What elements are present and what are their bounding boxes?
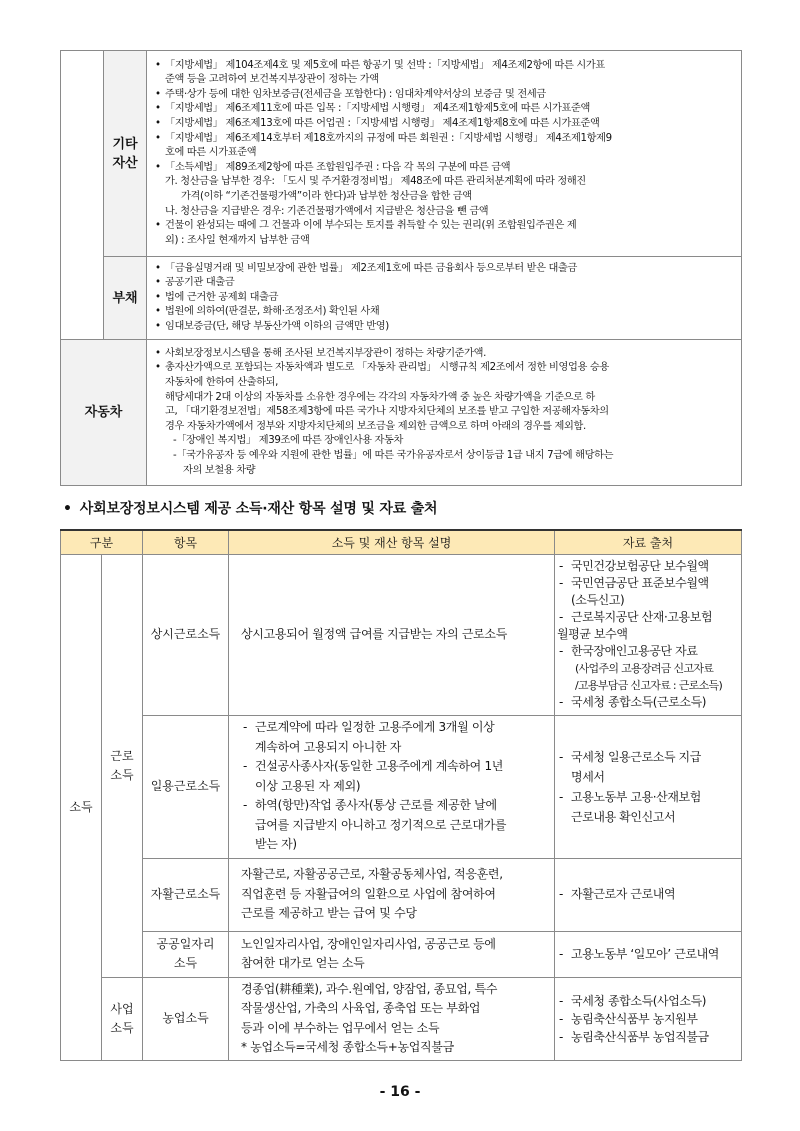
item-selfsupport: 자활근로소득 xyxy=(143,858,229,931)
source-selfsupport: - 자활근로자 근로내역 xyxy=(555,858,742,931)
car-body: • 사회보장정보시스템을 통해 조사된 보건복지부장관이 정하는 차량기준가액. • 총자산가액으로 포함되는 자동차액과 별도로 「자동차 관리법」 시행규칙 제2조에서 정한 비영업용 승용 자동차에 한하여 산출하되, 해당세대가 2대 이상의 자동차를 소유한 경우에는 각각의 자동차가액 중 높은 차량가액을 기준으로 하 고, 「대기환경보전법」제58조제3항에 따른 국가나 지방자치단체의 보조를 받고 구입한 저공해자동차의 경우 자동차가액에서 정부와 지방자치단체의 보조금을 제외한 금액으로 하며 아래의 경우를 제외함. -「장애인 복지법」 제39조에 따른 장애인사용 자동차 -「국가유공자 등 예우와 지원에 관한 법률」에 따른 국가유공자로서 상이등급 1급 내지 7급에 해당하는 자의 보철용 차량 xyxy=(147,340,742,486)
other-assets-body: • 「지방세법」 제104조제4호 및 제5호에 따른 항공기 및 선박 :「지방세법」 제4조제2항에 따른 시가표 준액 등을 고려하여 보건복지부장관이 정하는 가액 • 주택·상가 등에 대한 임차보증금(전세금을 포함한다) : 임대차계약서상의 보증금 및 전세금 • 「지방세법」 제6조제11호에 따른 입목 :「지방세법 시행령」 제4조제1항제5호에 따른 시가표준액 • 「지방세법」 제6조제13호에 따른 어업권 :「지방세법 시행령」 제4조제1항제8호에 따른 시가표준액 • 「지방세법」 제6조제14호부터 제18호까지의 규정에 따른 회원권 :「지방세법 시행령」 제4조제1항제9 호에 따른 시가표준액 • 「소득세법」 제89조제2항에 따른 조합원입주권 : 다음 각 목의 구분에 따른 금액 가. 청산금을 납부한 경우: 「도시 및 주거환경정비법」 제48조에 따른 관리처분계획에 따라 정해진 가격(이하 “기존건물평가액”이라 한다)과 납부한 청산금을 합한 금액 나. 청산금을 지급받은 경우: 기존건물평가액에서 지급받은 청산금을 뺀 금액 • 건물이 완성되는 때에 그 건물과 이에 부수되는 토지를 취득할 수 있는 권리(위 조합원입주권은 제 외) : 조사일 현재까지 납부한 금액 xyxy=(147,51,742,257)
item-farm: 농업소득 xyxy=(143,977,229,1060)
asset-table xyxy=(60,50,742,486)
section-title: • 사회보장정보시스템 제공 소득·재산 항목 설명 및 자료 출처 xyxy=(63,501,438,517)
blank-cell xyxy=(61,51,104,340)
source-public: - 고용노동부 ‘일모아’ 근로내역 xyxy=(555,931,742,977)
item-daily: 일용근로소득 xyxy=(143,715,229,858)
header-source: 자료 출처 xyxy=(555,530,742,554)
desc-public: 노인일자리사업, 장애인일자리사업, 공공근로 등에 참여한 대가로 얻는 소득 xyxy=(229,931,555,977)
source-daily: - 국세청 일용근로소득 지급 명세서 - 고용노동부 고용·산재보험 근로내용 확인신고서 xyxy=(555,715,742,858)
car-label: 자동차 xyxy=(61,340,147,486)
header-item: 항목 xyxy=(143,530,229,554)
source-farm: - 국세청 종합소득(사업소득) - 농림축산식품부 농지원부 - 농림축산식품부 농업직불금 xyxy=(555,977,742,1060)
desc-farm: 경종업(耕種業), 과수.원예업, 양잠업, 종묘업, 특수 작물생산업, 가축의 사육업, 종축업 또는 부화업 등과 이에 부수하는 업무에서 얻는 소득 * 농업소득=국세청 종합소득+농업직불금 xyxy=(229,977,555,1060)
item-regular: 상시근로소득 xyxy=(143,554,229,715)
debt-label: 부채 xyxy=(104,257,147,340)
debt-body: • 「금융실명거래 및 비밀보장에 관한 법률」 제2조제1호에 따른 금융회사 등으로부터 받은 대출금 • 공공기관 대출금 • 법에 근거한 공제회 대출금 • 법원에 의하여(판결문, 화해·조정조서) 확인된 사채 • 임대보증금(단, 해당 부동산가액 이하의 금액만 반영) xyxy=(147,257,742,340)
item-public: 공공일자리 소득 xyxy=(143,931,229,977)
income-source-table xyxy=(60,529,742,1061)
sub-labor-income: 근로 소득 xyxy=(102,554,143,977)
desc-selfsupport: 자활근로, 자활공공근로, 자활공동체사업, 적응훈련, 직업훈련 등 자활급여의 일환으로 사업에 참여하여 근로를 제공하고 받는 급여 및 수당 xyxy=(229,858,555,931)
other-assets-label: 기타 자산 xyxy=(104,51,147,257)
source-regular: - 국민건강보험공단 보수월액 - 국민연금공단 표준보수월액 (소득신고) - 근로복지공단 산재·고용보험 월평균 보수액 - 한국장애인고용공단 자료 (사업주의 고용장려금 신고자료 /고용부담금 신고자료 : 근로소득) - 국세청 종합소득(근로소득) xyxy=(555,554,742,715)
bullet-icon: • xyxy=(63,501,72,517)
header-category: 구분 xyxy=(61,530,143,554)
group-income: 소득 xyxy=(61,554,102,1060)
sub-business-income: 사업 소득 xyxy=(102,977,143,1060)
desc-daily: - 근로계약에 따라 일정한 고용주에게 3개월 이상 계속하여 고용되지 아니한 자 - 건설공사종사자(동일한 고용주에게 계속하여 1년 이상 고용된 자 제외) - 하역(항만)작업 종사자(통상 근로를 제공한 날에 급여를 지급받지 아니하고 정기적으로 근로대가를 받는 자) xyxy=(229,715,555,858)
page-number: - 16 - xyxy=(379,1084,421,1100)
header-description: 소득 및 재산 항목 설명 xyxy=(229,530,555,554)
desc-regular: 상시고용되어 월정액 급여를 지급받는 자의 근로소득 xyxy=(229,554,555,715)
